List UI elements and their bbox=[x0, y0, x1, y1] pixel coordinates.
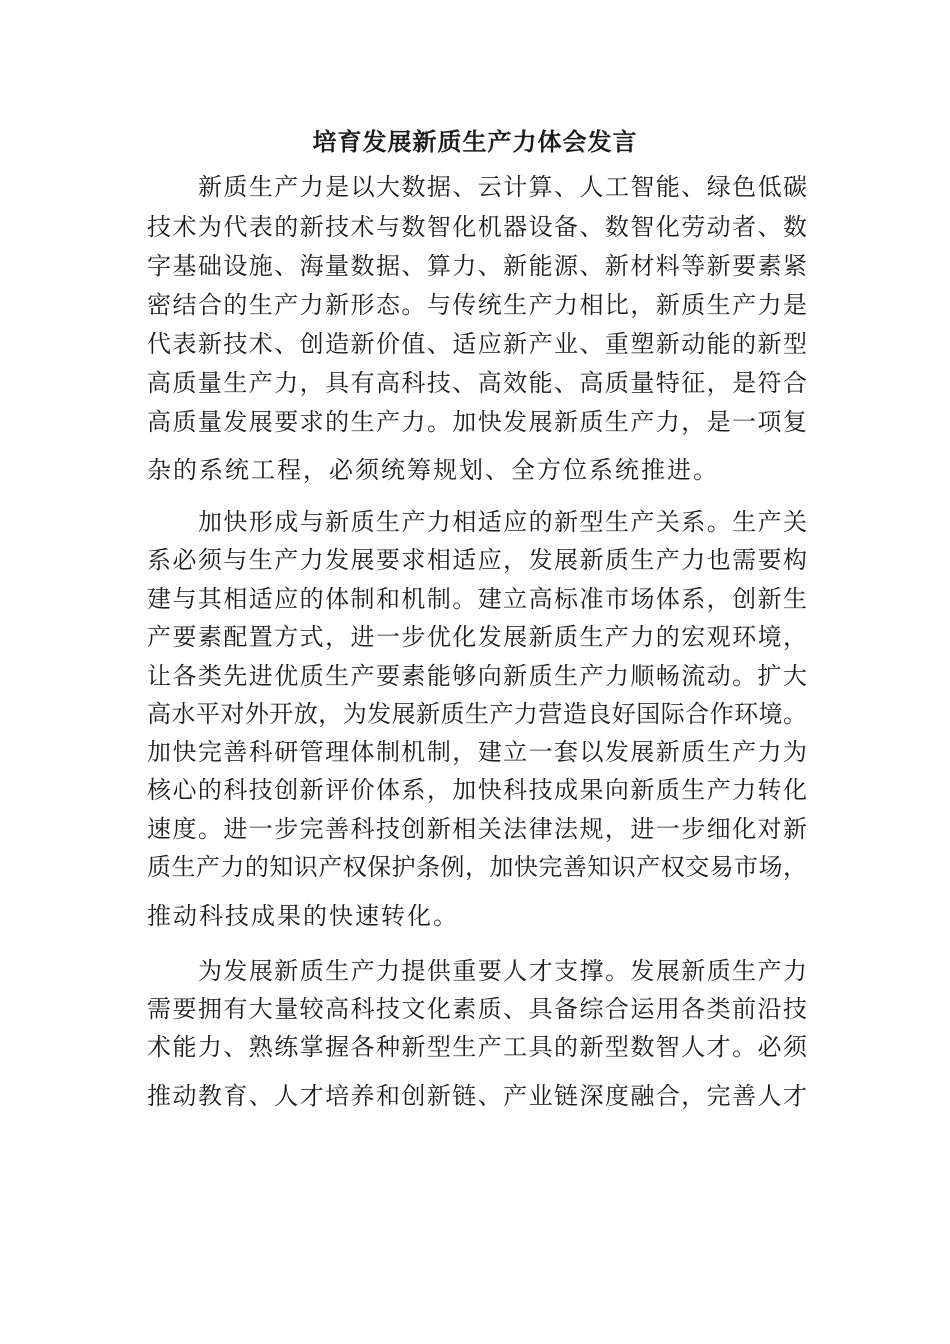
paragraph-3-line-3: 术能力、熟练掌握各种新型生产工具的新型数智人才。必须 bbox=[147, 1033, 807, 1061]
paragraph-2-line-11: 推动科技成果的快速转化。 bbox=[147, 902, 459, 930]
paragraph-2-line-6: 高水平对外开放，为发展新质生产力营造良好国际合作环境。 bbox=[147, 700, 807, 728]
paragraph-1-line-8: 杂的系统工程，必须统筹规划、全方位系统推进。 bbox=[147, 456, 719, 484]
paragraph-2-line-8: 核心的科技创新评价体系，加快科技成果向新质生产力转化 bbox=[147, 776, 807, 804]
paragraph-1-line-4: 密结合的生产力新形态。与传统生产力相比，新质生产力是 bbox=[147, 291, 807, 319]
paragraph-2-line-1: 加快形成与新质生产力相适应的新型生产关系。生产关 bbox=[198, 508, 807, 536]
paragraph-2-line-9: 速度。进一步完善科技创新相关法律法规，进一步细化对新 bbox=[147, 815, 807, 843]
paragraph-1-line-3: 字基础设施、海量数据、算力、新能源、新材料等新要素紧 bbox=[147, 252, 807, 280]
paragraph-1-line-5: 代表新技术、创造新价值、适应新产业、重塑新动能的新型 bbox=[147, 330, 807, 358]
paragraph-2-line-5: 让各类先进优质生产要素能够向新质生产力顺畅流动。扩大 bbox=[147, 662, 807, 690]
paragraph-2-line-7: 加快完善科研管理体制机制，建立一套以发展新质生产力为 bbox=[147, 738, 807, 766]
paragraph-1-line-1: 新质生产力是以大数据、云计算、人工智能、绿色低碳 bbox=[198, 173, 807, 201]
paragraph-2-line-4: 产要素配置方式，进一步优化发展新质生产力的宏观环境， bbox=[147, 623, 807, 651]
paragraph-2-line-10: 质生产力的知识产权保护条例，加快完善知识产权交易市场， bbox=[147, 853, 807, 881]
paragraph-1-line-6: 高质量生产力，具有高科技、高效能、高质量特征，是符合 bbox=[147, 369, 807, 397]
paragraph-3-line-1: 为发展新质生产力提供重要人才支撑。发展新质生产力 bbox=[198, 957, 807, 985]
paragraph-2-line-2: 系必须与生产力发展要求相适应，发展新质生产力也需要构 bbox=[147, 546, 807, 574]
document-title: 培育发展新质生产力体会发言 bbox=[312, 127, 638, 156]
paragraph-1-line-7: 高质量发展要求的生产力。加快发展新质生产力，是一项复 bbox=[147, 408, 807, 436]
paragraph-2-line-3: 建与其相适应的体制和机制。建立高标准市场体系，创新生 bbox=[147, 585, 807, 613]
paragraph-3-line-2: 需要拥有大量较高科技文化素质、具备综合运用各类前沿技 bbox=[147, 995, 807, 1023]
paragraph-1-line-2: 技术为代表的新技术与数智化机器设备、数智化劳动者、数 bbox=[147, 213, 807, 241]
paragraph-3-line-4: 推动教育、人才培养和创新链、产业链深度融合，完善人才 bbox=[147, 1082, 807, 1110]
